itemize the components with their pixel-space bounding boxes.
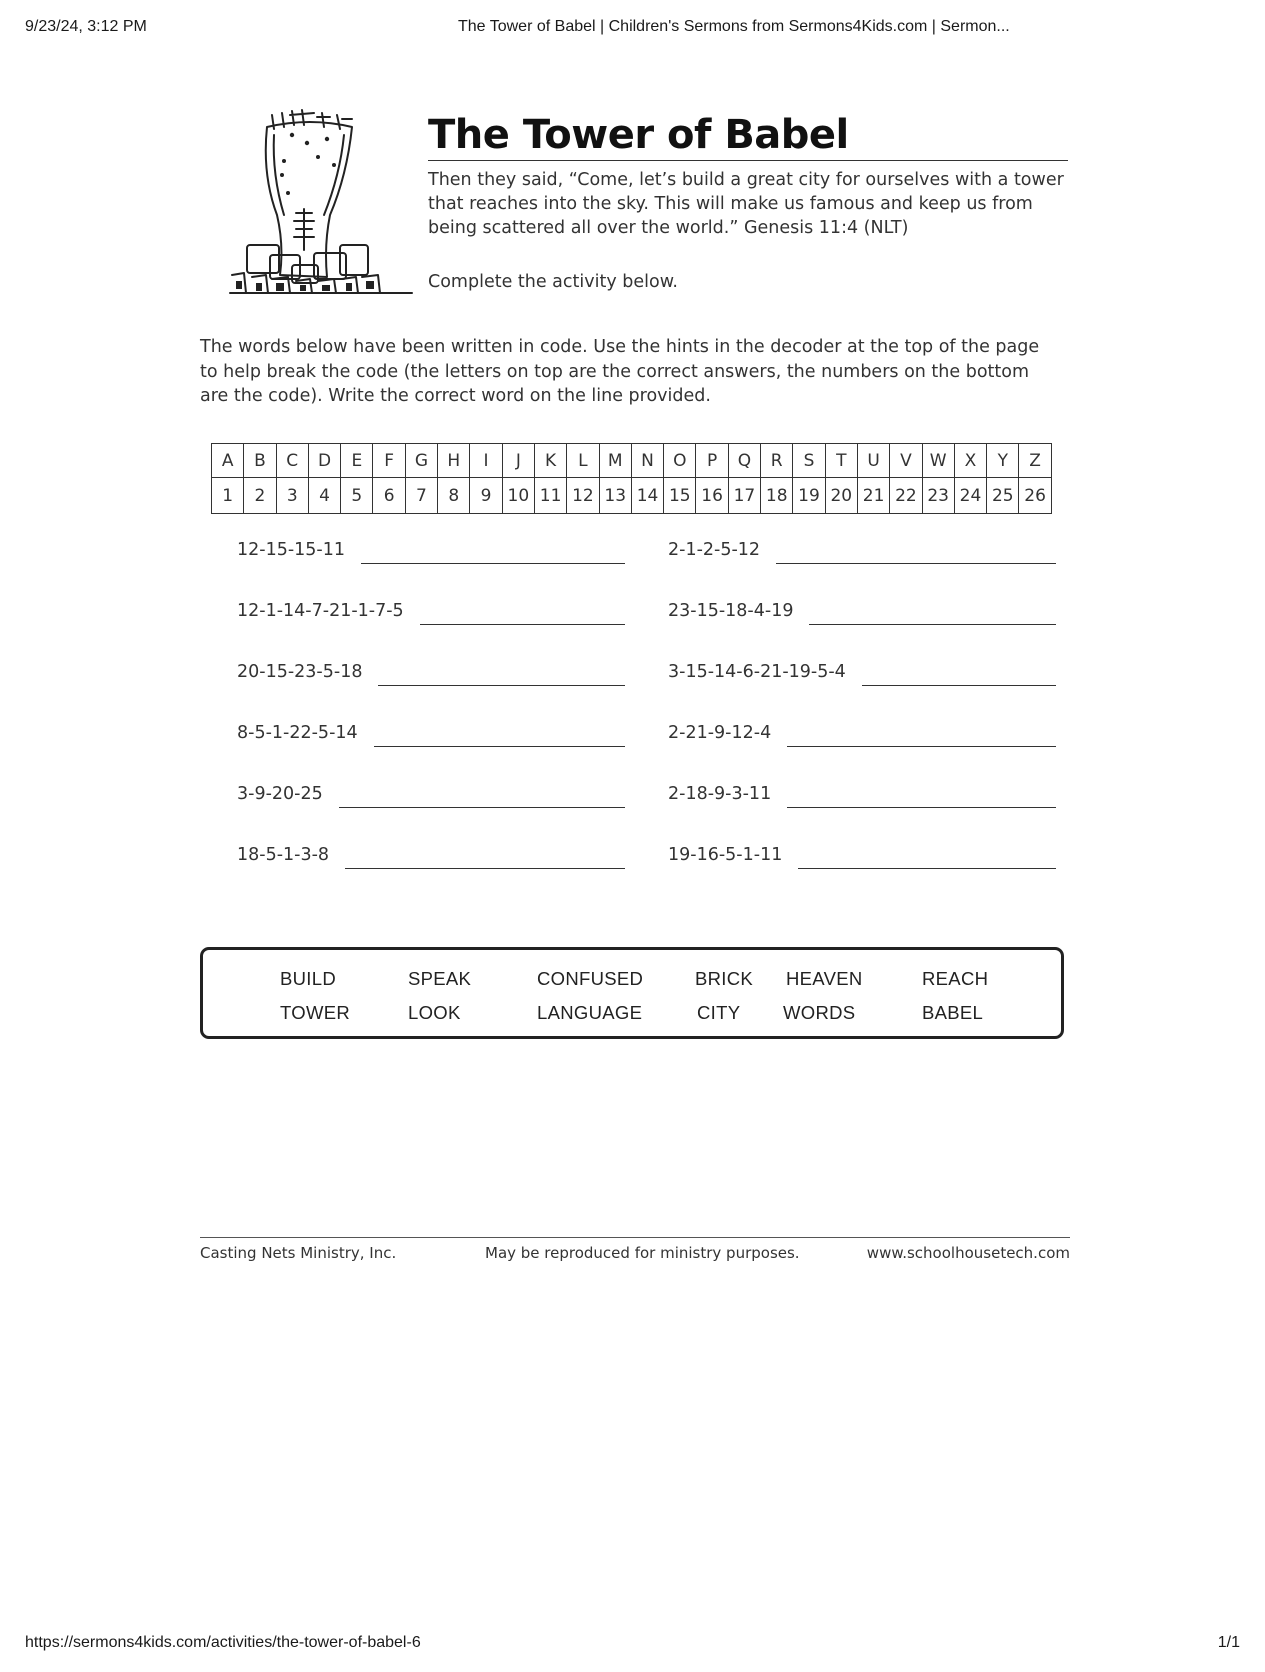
tower-illustration bbox=[222, 105, 417, 315]
code-item bbox=[668, 601, 1056, 621]
decoder-number: 26 bbox=[1019, 478, 1051, 514]
worksheet-title: The Tower of Babel bbox=[428, 112, 1068, 161]
decoder-number: 24 bbox=[954, 478, 986, 514]
decoder-number: 20 bbox=[825, 478, 857, 514]
footer-permission: May be reproduced for ministry purposes. bbox=[485, 1244, 800, 1262]
word-bank-item: BRICK bbox=[695, 968, 754, 989]
word-bank-item: TOWER bbox=[280, 1002, 351, 1023]
decoder-number: 10 bbox=[502, 478, 534, 514]
decoder-number: 4 bbox=[308, 478, 340, 514]
decoder-letter: O bbox=[664, 444, 696, 478]
decoder-number: 13 bbox=[599, 478, 631, 514]
answer-line[interactable] bbox=[374, 727, 625, 747]
answer-line[interactable] bbox=[809, 605, 1056, 625]
code-item bbox=[668, 784, 1056, 804]
decoder-number: 17 bbox=[728, 478, 760, 514]
decoder-number: 19 bbox=[793, 478, 825, 514]
code-text: 8-5-1-22-5-14 bbox=[237, 723, 358, 743]
decoder-letter: H bbox=[438, 444, 470, 478]
decoder-letter: J bbox=[502, 444, 534, 478]
word-bank-item: LANGUAGE bbox=[537, 1002, 643, 1023]
code-text: 2-1-2-5-12 bbox=[668, 540, 761, 560]
word-bank-item: HEAVEN bbox=[786, 968, 863, 989]
decoder-letter: B bbox=[244, 444, 276, 478]
word-bank-item: BUILD bbox=[280, 968, 336, 989]
instructions: The words below have been written in code. Use the hints in the decoder at the top of the page to help break the code (the letters on top are the correct answers, the numbers on the bottom are the code). Write the correct word on the line provided. bbox=[200, 337, 1040, 406]
answer-line[interactable] bbox=[339, 788, 625, 808]
answer-line[interactable] bbox=[798, 849, 1056, 869]
decoder-number: 11 bbox=[534, 478, 566, 514]
decoder-number: 22 bbox=[890, 478, 922, 514]
decoder-table bbox=[211, 443, 1052, 514]
decoder-letter: L bbox=[567, 444, 599, 478]
code-item bbox=[668, 540, 1056, 560]
decoder-letter: R bbox=[761, 444, 793, 478]
decoder-numbers-row bbox=[212, 478, 1052, 514]
decoder-number: 14 bbox=[631, 478, 663, 514]
code-text: 20-15-23-5-18 bbox=[237, 662, 363, 682]
code-text: 23-15-18-4-19 bbox=[668, 601, 794, 621]
answer-line[interactable] bbox=[378, 666, 625, 686]
code-item bbox=[668, 723, 1056, 743]
print-header bbox=[25, 18, 1240, 40]
code-text: 12-1-14-7-21-1-7-5 bbox=[237, 601, 404, 621]
decoder-letter: F bbox=[373, 444, 405, 478]
decoder-letter: K bbox=[534, 444, 566, 478]
decoder-letter: I bbox=[470, 444, 502, 478]
word-bank-item: WORDS bbox=[783, 1002, 856, 1023]
print-footer bbox=[25, 1634, 1240, 1656]
word-bank-item: LOOK bbox=[408, 1002, 461, 1023]
decoder-letter: D bbox=[308, 444, 340, 478]
decoder-letter: A bbox=[212, 444, 244, 478]
code-item bbox=[237, 784, 625, 804]
code-item bbox=[668, 845, 1056, 865]
print-page-number: 1/1 bbox=[1217, 1634, 1240, 1651]
print-page-title: The Tower of Babel | Children's Sermons from Sermons4Kids.com | Sermon... bbox=[458, 18, 1010, 35]
word-bank bbox=[200, 947, 1064, 1039]
decoder-letter: Y bbox=[987, 444, 1019, 478]
decoder-letter: N bbox=[631, 444, 663, 478]
decoder-letter: E bbox=[341, 444, 373, 478]
decoder-number: 9 bbox=[470, 478, 502, 514]
code-item bbox=[237, 601, 625, 621]
footer-website[interactable]: www.schoolhousetech.com bbox=[866, 1244, 1070, 1262]
decoder-letter: V bbox=[890, 444, 922, 478]
decoder-number: 21 bbox=[857, 478, 889, 514]
decoder-letter: Z bbox=[1019, 444, 1051, 478]
code-item bbox=[237, 723, 625, 743]
code-item bbox=[237, 845, 625, 865]
word-bank-item: SPEAK bbox=[408, 968, 472, 989]
answer-line[interactable] bbox=[787, 727, 1056, 747]
answer-line[interactable] bbox=[776, 544, 1056, 564]
decoder-number: 18 bbox=[761, 478, 793, 514]
word-bank-item: BABEL bbox=[922, 1002, 984, 1023]
code-text: 2-21-9-12-4 bbox=[668, 723, 772, 743]
answer-line[interactable] bbox=[361, 544, 625, 564]
code-item bbox=[237, 540, 625, 560]
decoder-letter: W bbox=[922, 444, 954, 478]
decoder-number: 12 bbox=[567, 478, 599, 514]
decoder-letter: C bbox=[276, 444, 308, 478]
code-text: 2-18-9-3-11 bbox=[668, 784, 772, 804]
decoder-number: 1 bbox=[212, 478, 244, 514]
decoder-number: 15 bbox=[664, 478, 696, 514]
decoder-number: 6 bbox=[373, 478, 405, 514]
word-bank-item: CITY bbox=[697, 1002, 741, 1023]
decoder-letter: X bbox=[954, 444, 986, 478]
decoder-letter: T bbox=[825, 444, 857, 478]
scripture-verse: Then they said, “Come, let’s build a great city for ourselves with a tower that reaches into the sky. This will make us famous and keep us from being scattered all over the world.” Genesis 11:4 (NLT) bbox=[428, 170, 1064, 238]
decoder-letter: M bbox=[599, 444, 631, 478]
decoder-number: 7 bbox=[405, 478, 437, 514]
print-datetime: 9/23/24, 3:12 PM bbox=[25, 18, 147, 35]
decoder-number: 25 bbox=[987, 478, 1019, 514]
footer-publisher: Casting Nets Ministry, Inc. bbox=[200, 1244, 397, 1262]
decoder-number: 8 bbox=[438, 478, 470, 514]
code-text: 12-15-15-11 bbox=[237, 540, 346, 560]
decoder-letter: U bbox=[857, 444, 889, 478]
decoder-number: 2 bbox=[244, 478, 276, 514]
answer-line[interactable] bbox=[862, 666, 1056, 686]
code-item bbox=[237, 662, 625, 682]
word-bank-item: CONFUSED bbox=[537, 968, 644, 989]
decoder-number: 3 bbox=[276, 478, 308, 514]
code-text: 18-5-1-3-8 bbox=[237, 845, 330, 865]
decoder-letter: S bbox=[793, 444, 825, 478]
word-bank-item: REACH bbox=[922, 968, 989, 989]
decoder-letter: P bbox=[696, 444, 728, 478]
code-item bbox=[668, 662, 1056, 682]
worksheet-footer bbox=[200, 1237, 1070, 1267]
answer-line[interactable] bbox=[420, 605, 625, 625]
print-url: https://sermons4kids.com/activities/the-tower-of-babel-6 bbox=[25, 1634, 421, 1651]
answer-line[interactable] bbox=[787, 788, 1056, 808]
code-text: 19-16-5-1-11 bbox=[668, 845, 783, 865]
code-text: 3-15-14-6-21-19-5-4 bbox=[668, 662, 846, 682]
decoder-number: 23 bbox=[922, 478, 954, 514]
decoder-letter: Q bbox=[728, 444, 760, 478]
code-list bbox=[200, 540, 1070, 900]
decoder-number: 5 bbox=[341, 478, 373, 514]
decoder-letters-row bbox=[212, 444, 1052, 478]
code-text: 3-9-20-25 bbox=[237, 784, 323, 804]
answer-line[interactable] bbox=[345, 849, 625, 869]
activity-prompt: Complete the activity below. bbox=[428, 272, 678, 292]
decoder-number: 16 bbox=[696, 478, 728, 514]
decoder-letter: G bbox=[405, 444, 437, 478]
